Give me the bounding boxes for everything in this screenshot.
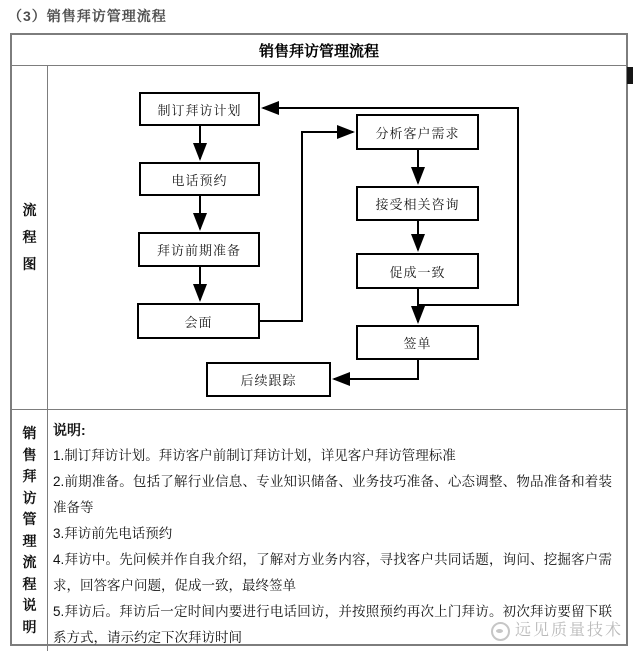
table-header-title: 销售拜访管理流程 [258, 42, 379, 60]
right-edge-marker [627, 67, 633, 84]
description-cell [48, 410, 626, 651]
flow-node-meeting: 会面 [137, 303, 260, 339]
flow-node-accept-consultation: 接受相关咨询 [356, 186, 479, 221]
process-table [10, 33, 628, 646]
flow-node-phone-appointment: 电话预约 [139, 162, 260, 196]
description-row-label [12, 410, 48, 651]
flow-node-analyze-customer-needs: 分析客户需求 [356, 114, 479, 150]
connector-meeting-to-analyze [260, 132, 353, 321]
watermark [491, 618, 623, 644]
flowchart-connectors [48, 66, 626, 409]
description-item-4: 4.拜访中。先问候并作自我介绍，了解对方业务内容，寻找客户共同话题，询问、挖掘客户需求，回答客户问题，促成一致，最终签单 [53, 552, 612, 593]
watermark-text: 远见质量技术 [514, 622, 623, 639]
flow-node-follow-up: 后续跟踪 [206, 362, 331, 397]
description-heading: 说明: [53, 422, 86, 438]
description-item-5: 5.拜访后。拜访后一定时间内要进行电话回访，并按照预约再次上门拜访。初次拜访要留下联系方式，请示约定下次拜访时间 [53, 604, 612, 645]
page-title: （3）销售拜访管理流程 [8, 8, 167, 24]
flow-node-make-visit-plan: 制订拜访计划 [139, 92, 260, 126]
watermark-logo-icon [491, 622, 510, 641]
description-row-label-text: 销售拜访管理流程说明 [22, 425, 37, 635]
table-header [12, 35, 626, 66]
description-item-3: 3.拜访前先电话预约 [53, 526, 173, 541]
flow-node-pre-visit-preparation: 拜访前期准备 [138, 232, 260, 267]
flowchart-row-label [12, 66, 48, 410]
connector-sign-to-followup [334, 360, 418, 379]
flowchart-row-label-text: 流程图 [22, 202, 37, 272]
flowchart-canvas [48, 66, 626, 410]
flow-node-sign-order: 签单 [356, 325, 479, 360]
flow-node-reach-agreement: 促成一致 [356, 253, 479, 289]
description-item-2: 2.前期准备。包括了解行业信息、专业知识储备、业务技巧准备、心态调整、物品准备和着装准备等 [53, 474, 612, 515]
description-item-1: 1.制订拜访计划。拜访客户前制订拜访计划，详见客户拜访管理标准 [53, 448, 456, 463]
